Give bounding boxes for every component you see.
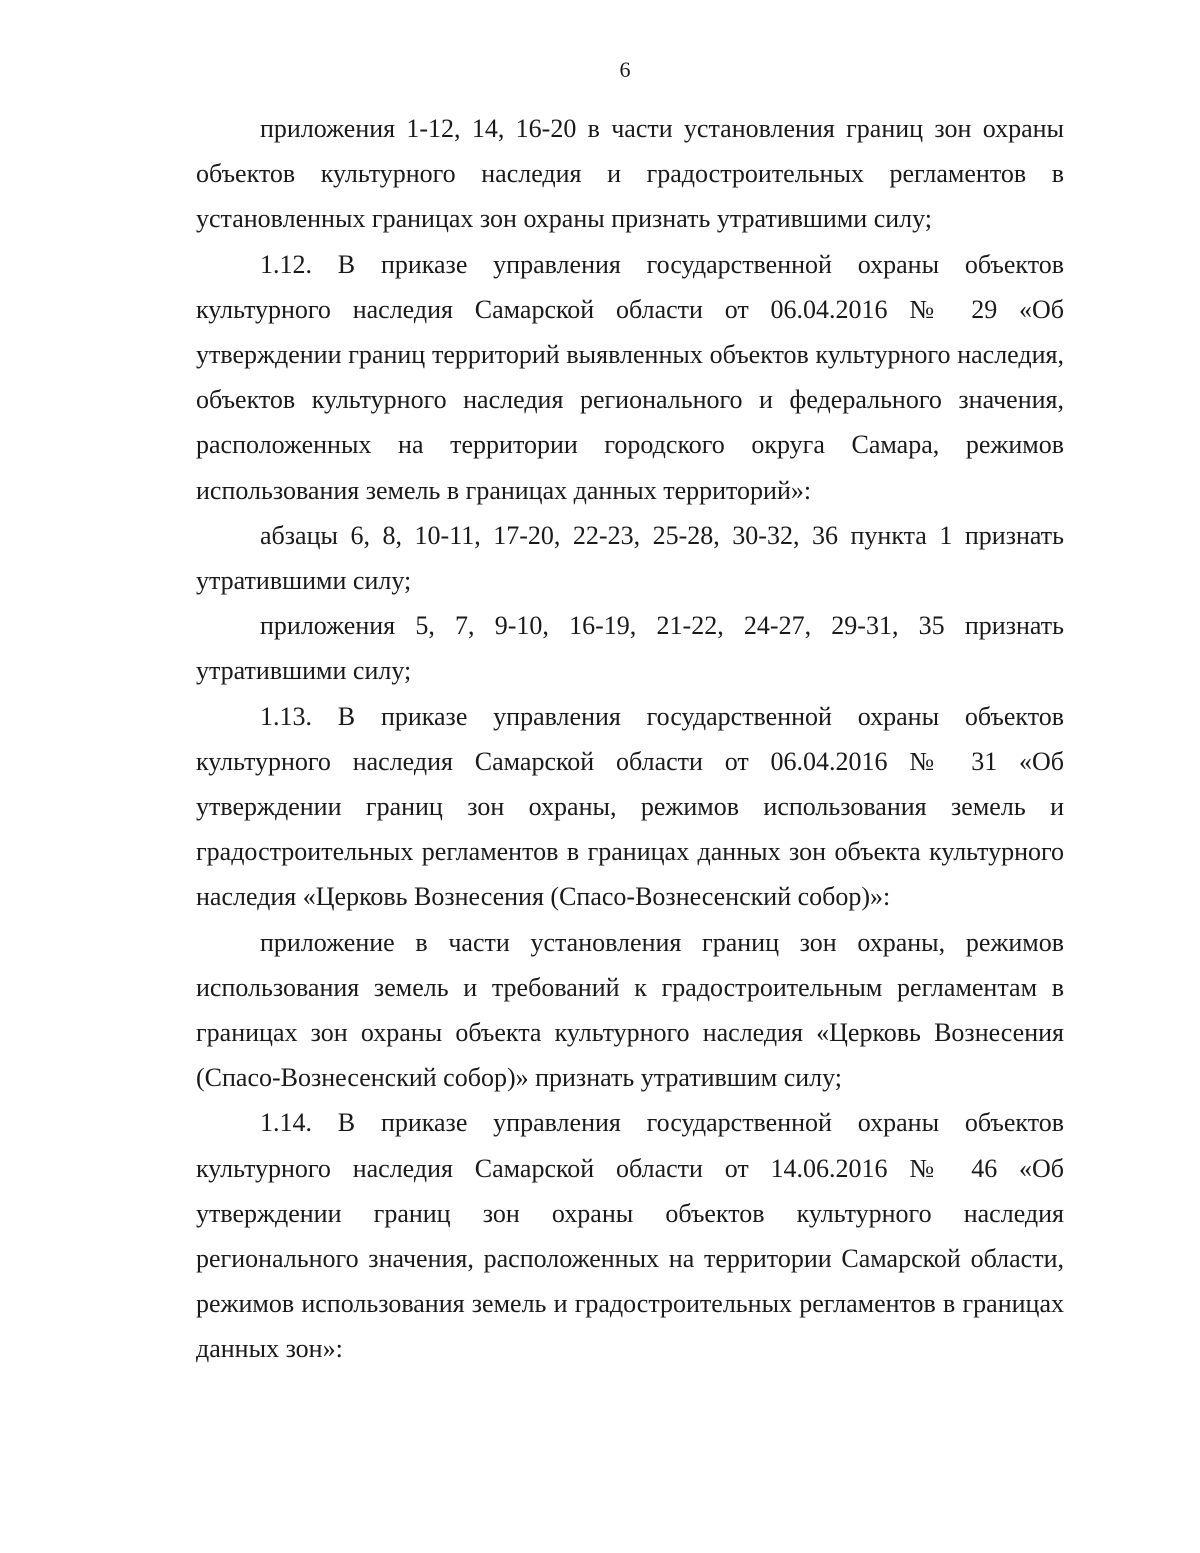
document-body [196,106,1064,1372]
paragraph-appendices-5-35: приложения 5, 7, 9-10, 16-19, 21-22, 24-27, 29-31, 35 признать утратившими силу; [196,611,1064,686]
paragraph-clauses-item-1: абзацы 6, 8, 10-11, 17-20, 22-23, 25-28, 30-32, 36 пункта 1 признать утратившими силу; [196,520,1064,596]
paragraph-item-1-13: 1.13. В приказе управления государственной охраны объектов культурного наследия Самарской области от 06.04.2016 № 31 «Об утверждении границ зон охраны, режимов использования земель и градостроительных регламентов в границах данных зон объекта культурного наследия «Церковь Вознесения (Спасо-Вознесенский собор)»: [196,701,1064,912]
paragraph-item-1-12: 1.12. В приказе управления государственной охраны объектов культурного наследия Самарской области от 06.04.2016 № 29 «Об утверждении границ территорий выявленных объектов культурного наследия, объектов культурного наследия регионального и федерального значения, расположенных на территории городского округа Самара, режимов использования земель в границах данных территорий»: [196,249,1064,505]
paragraph-appendices-1-20: приложения 1-12, 14, 16-20 в части установления границ зон охраны объектов культурного наследия и градостроительных регламентов в установленных границах зон охраны признать утратившими силу; [196,114,1064,234]
paragraph-item-1-14: 1.14. В приказе управления государственной охраны объектов культурного наследия Самарской области от 14.06.2016 № 46 «Об утверждении границ зон охраны объектов культурного наследия регионального значения, расположенных на территории Самарской области, режимов использования земель и градостроительных регламентов в границах данных зон»: [196,1108,1064,1364]
page-number: 6 [619,57,631,82]
paragraph-appendix-church: приложение в части установления границ зон охраны, режимов использования земель и требований к градостроительным регламентам в границах зон охраны объекта культурного наследия «Церковь Вознесения (Спасо-Вознесенский собор)» признать утратившим силу; [196,927,1064,1093]
